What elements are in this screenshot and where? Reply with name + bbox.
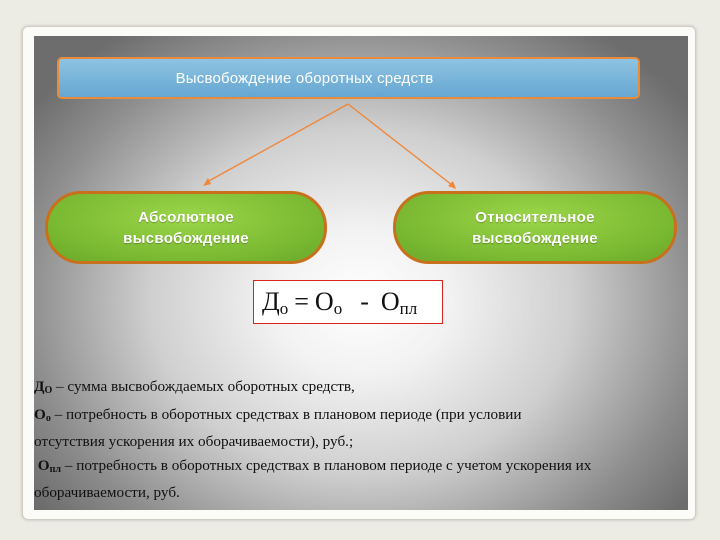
formula-minus: - (360, 287, 369, 316)
title-text: Высвобождение оборотных средств (175, 69, 434, 87)
legend-line (34, 403, 702, 431)
legend-line (34, 454, 702, 482)
branch-absolute (45, 191, 327, 264)
legend-symbol-sub: пл (49, 463, 61, 475)
formula-lhs-sub: о (279, 299, 289, 318)
legend-description: – потребность в оборотных средствах в плановом периоде с учетом ускорения их (61, 456, 592, 474)
legend-line (34, 430, 702, 454)
legend-text (34, 375, 702, 505)
formula-lhs: Д (262, 287, 280, 316)
formula-term2-sub: пл (399, 299, 418, 318)
branch-absolute-line2: высвобождение (123, 229, 249, 247)
connector-right (348, 104, 452, 185)
legend-description: отсутствия ускорения их оборачиваемости), руб.; (34, 433, 354, 450)
legend-symbol: О (34, 456, 50, 474)
branch-relative (393, 191, 677, 264)
legend-line (34, 481, 702, 505)
branch-absolute-line1: Абсолютное (138, 208, 234, 226)
connector-left-arrowhead (203, 178, 211, 186)
legend-symbol: О (34, 405, 46, 423)
formula-term1-sub: о (333, 299, 343, 318)
connector-left (207, 104, 348, 182)
legend-description: – потребность в оборотных средствах в плановом периоде (при условии (50, 405, 522, 423)
legend-symbol-sub: о (45, 412, 51, 424)
branch-relative-line1: Относительное (475, 208, 595, 226)
legend-description: оборачиваемости, руб. (34, 484, 180, 501)
title-box (57, 57, 640, 99)
branch-relative-line2: высвобождение (472, 229, 598, 247)
legend-symbol: Д (34, 378, 45, 395)
legend-symbol-sub: О (44, 385, 53, 396)
formula-box (253, 280, 443, 324)
formula-equals: = (294, 287, 309, 316)
formula-term2: О (380, 287, 400, 316)
legend-description: – сумма высвобождаемых оборотных средств, (52, 378, 355, 395)
legend-line (34, 375, 702, 403)
formula-term1: О (314, 287, 334, 316)
